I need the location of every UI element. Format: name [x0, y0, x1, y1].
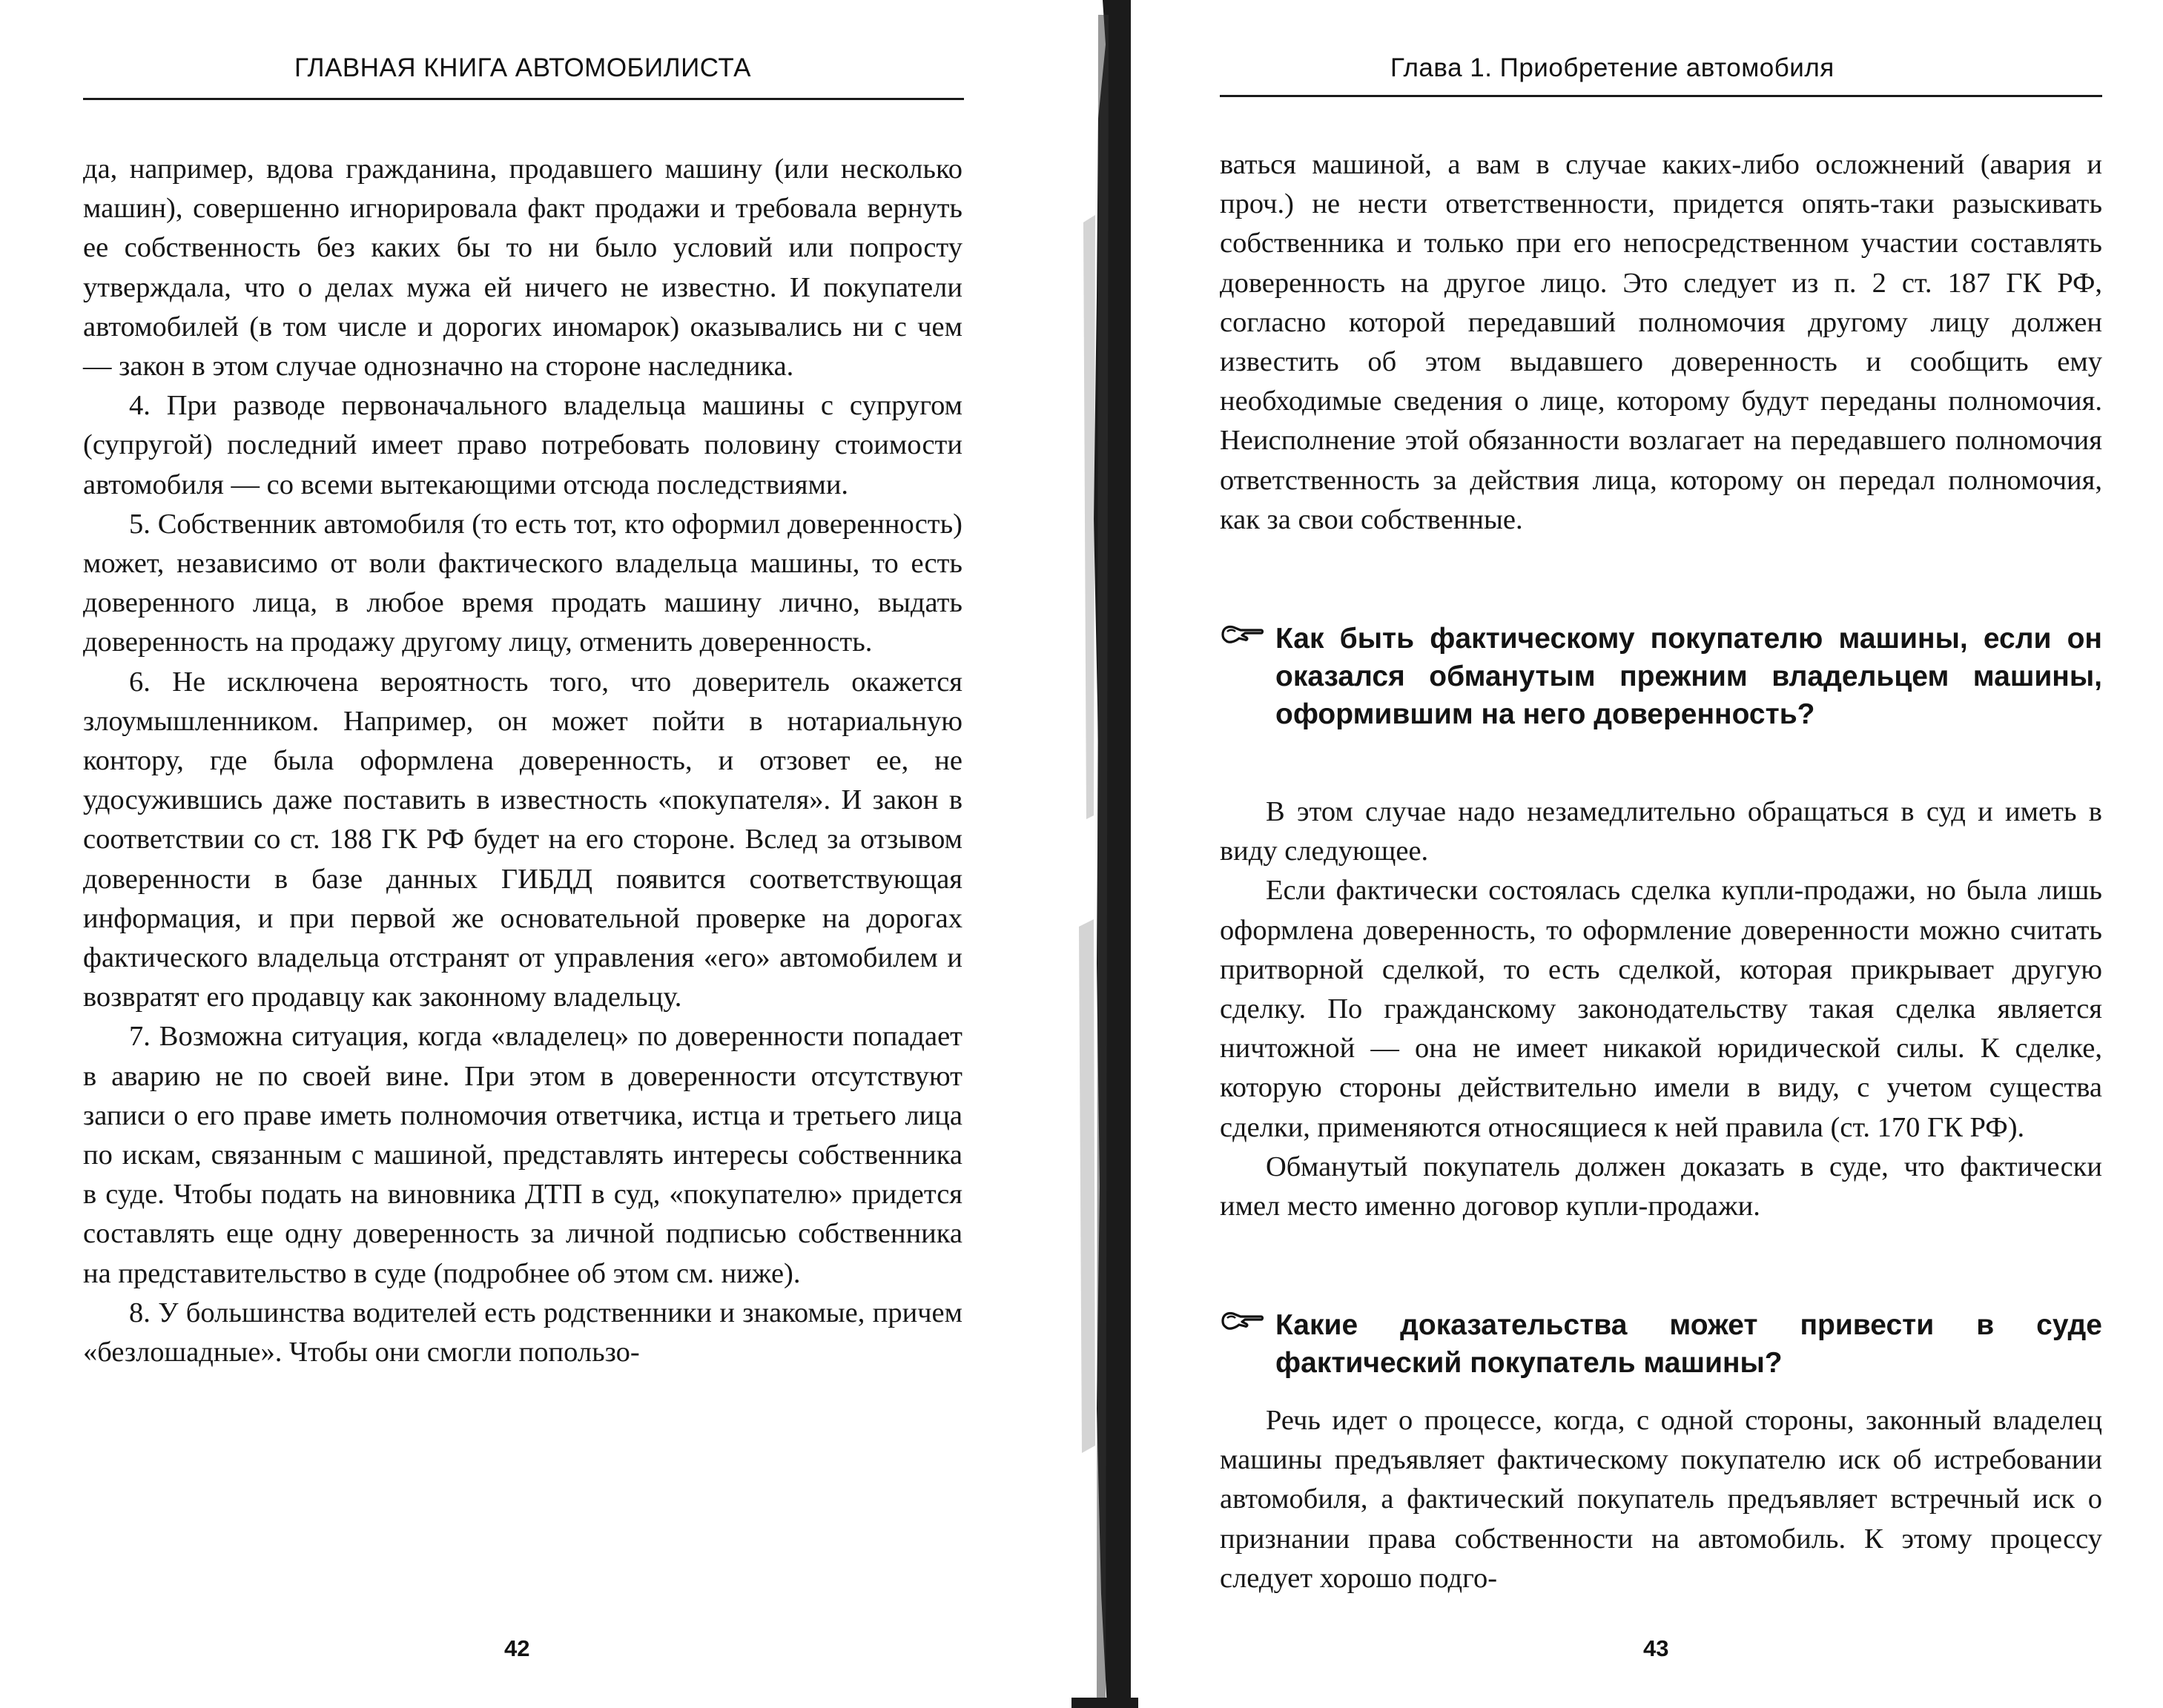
left-page: [0, 0, 1068, 1708]
answer-1-paragraph-3: Обманутый покупатель должен доказать в суде, что фактически имел место именно договор купли-продажи.: [1220, 1151, 2102, 1222]
left-page-number: 42: [504, 1635, 530, 1661]
answer-1-paragraph-1: В этом случае надо незамедлительно обращаться в суд и иметь в виду следующее.: [1220, 796, 2102, 867]
question-1-text: Как быть фактическому покупателю машины, если он оказался обманутым прежним владельцем машины, оформившим на него доверенность?: [1275, 623, 2102, 730]
left-paragraph-5: 7. Возможна ситуация, когда «владелец» по доверенности попадает в аварию не по своей вине. При этом в доверенности отсутствуют записи о его праве иметь полномочия ответчика, истца и третьего лица по искам, связанным с машиной, представлять интересы собственника в суде. Чтобы подать на виновника ДТП в суд, «покупателю» придется составлять еще одну доверенность за личной подписью собственника на представительство в суде (подробнее об этом см. ниже).: [83, 1021, 962, 1289]
left-paragraph-1: да, например, вдова гражданина, продавшего машину (или несколько машин), совершенно игнорировала факт продажи и требовала вернуть ее собственность без каких бы то ни было условий или попросту утверждала, что о делах мужа ей ничего не известно. И покупатели автомобилей (в том числе и дорогих иномарок) оказывались ни с чем — закон в этом случае однозначно на стороне наследника.: [83, 153, 962, 383]
pointing-hand-icon: [1220, 621, 1264, 648]
pointing-hand-icon: [1220, 1308, 1264, 1334]
right-opening-text: [1220, 145, 2102, 540]
right-page-number: 43: [1643, 1635, 1669, 1661]
answer-1-text: [1220, 792, 2102, 1226]
left-header-rule: [83, 98, 964, 100]
left-body-text: [83, 150, 962, 1372]
right-paragraph-opening: ваться машиной, а вам в случае каких-либо осложнений (авария и проч.) не нести ответственности, придется опять-таки разыскивать собственника и только при его непосредственном участии составлять доверенность на другое лицо. Это следует из п. 2 ст. 187 ГК РФ, согласно которой передавший полномочия другому лицу должен известить об этом выдавшего доверенность и сообщить ему необходимые сведения о лице, которому будут переданы полномочия. Неисполнение этой обязанности возлагает на передавшего полномочия ответственность за действия лица, которому он передал полномочия, как за свои собственные.: [1220, 149, 2102, 535]
left-paragraph-2: 4. При разводе первоначального владельца машины с супругом (супругой) последний имеет право потребовать половину стоимости автомобиля — со всеми вытекающими отсюда последствиями.: [83, 390, 962, 500]
left-running-head: ГЛАВНАЯ КНИГА АВТОМОБИЛИСТА: [294, 53, 751, 82]
left-paragraph-4: 6. Не исключена вероятность того, что доверитель окажется злоумышленником. Например, он может пойти в нотариальную контору, где была оформлена доверенность, и отзовет ее, не удосужившись даже поставить в известность «покупателя». И закон в соответствии со ст. 188 ГК РФ будет на его стороне. Вслед за отзывом доверенности в базе данных ГИБДД появится соответствующая информация, и при первой же основательной проверке на дорогах фактического владельца отстранят от управления «его» автомобилем и возвратят его продавцу как законному владельцу.: [83, 666, 962, 1013]
right-header-rule: [1220, 95, 2102, 97]
answer-1-paragraph-2: Если фактически состоялась сделка купли-продажи, но была лишь оформлена доверенность, то оформление доверенности можно считать притворной сделкой, то есть сделкой, которая прикрывает другую сделку. По гражданскому законодательству такая сделка является ничтожной — она не имеет никакой юридической силы. К сделке, которую стороны действительно имели в виду, с учетом существа сделки, применяются относящиеся к ней правила (ст. 170 ГК РФ).: [1220, 875, 2102, 1143]
left-paragraph-6: 8. У большинства водителей есть родственники и знакомые, причем «безлошадные». Чтобы они смогли попользо-: [83, 1297, 962, 1368]
question-2-text: Какие доказательства может привести в суде фактический покупатель машины?: [1275, 1309, 2102, 1379]
question-heading-2: [1220, 1306, 2102, 1382]
answer-2-paragraph: Речь идет о процессе, когда, с одной стороны, законный владелец машины предъявляет фактическому покупателю иск об истребовании автомобиля, а фактический покупатель предъявляет встречный иск о признании права собственности на автомобиль. К этому процессу следует хорошо подго-: [1220, 1405, 2102, 1594]
question-heading-1: [1220, 620, 2102, 733]
right-running-head: Глава 1. Приобретение автомобиля: [1390, 53, 1835, 82]
left-paragraph-3: 5. Собственник автомобиля (то есть тот, кто оформил доверенность) может, независимо от воли фактического владельца машины, то есть доверенного лица, в любое время продать машину лично, выдать доверенность на продажу другому лицу, отменить доверенность.: [83, 508, 962, 658]
answer-2-text: [1220, 1401, 2102, 1598]
